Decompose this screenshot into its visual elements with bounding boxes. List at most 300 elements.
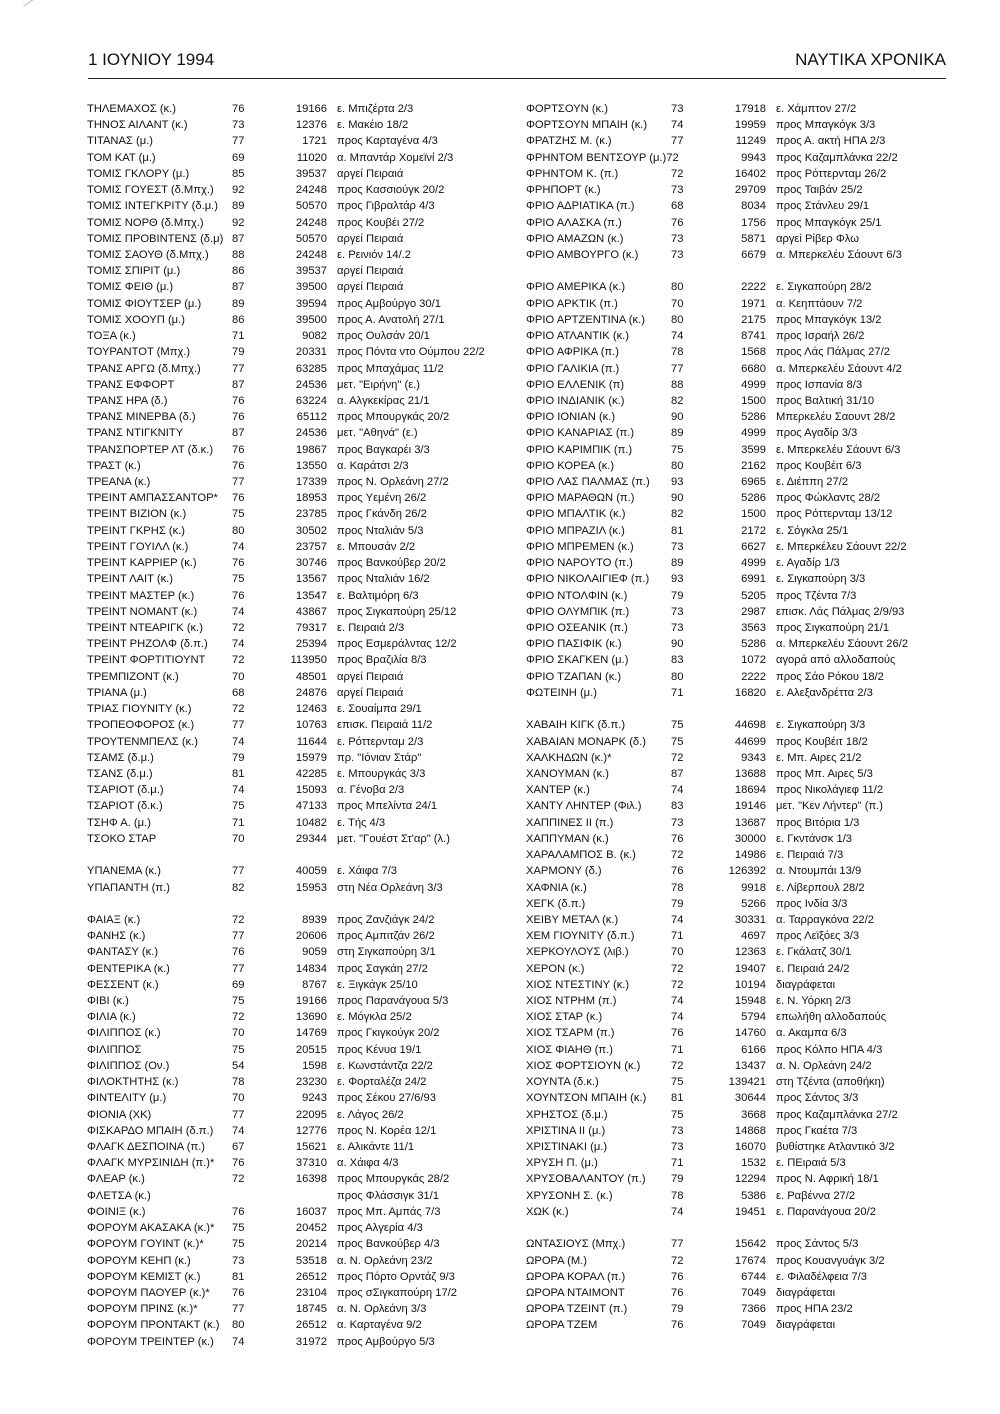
ship-tonnage: 13547 [295, 589, 327, 602]
ship-name: ΦΡΙΟ ΑΦΡΙΚΑ (π.) [526, 346, 620, 359]
ship-row [87, 734, 507, 750]
ship-name: ΧΙΟΣ ΝΤΕΣΤΙΝΥ (κ.) [526, 978, 630, 991]
ship-tonnage: 13690 [295, 1011, 327, 1024]
ship-row [526, 928, 946, 944]
ship-name: ΦΡΙΟ ΟΛΥΜΠΙΚ (π.) [526, 605, 630, 618]
ship-row [526, 539, 946, 555]
ship-year: 72 [671, 751, 684, 764]
ship-year: 78 [671, 346, 684, 359]
ship-status: ε. Ξιγκάγκ 25/10 [337, 978, 418, 991]
ship-year: 72 [671, 167, 684, 180]
ship-name: ΦΡΗΝΤΟΜ Κ. (π.) [526, 167, 619, 180]
ship-status: α. Ν. Ορλεάνη 3/3 [337, 1303, 427, 1316]
ship-name: ΤΡΕΙΝΤ ΜΑΣΤΕΡ (κ.) [87, 589, 195, 602]
ship-status: στη Σιγκαπούρη 3/1 [337, 946, 436, 959]
ship-tonnage: 12776 [295, 1124, 327, 1137]
ship-status: προς Βανκούβερ 4/3 [337, 1238, 440, 1251]
ship-status: προς Κουβέιτ 6/3 [776, 459, 862, 472]
ship-year: 76 [671, 865, 684, 878]
ship-row [87, 1058, 507, 1074]
ship-status: α. Αλγκεκίρας 21/1 [337, 394, 430, 407]
ship-year: 76 [232, 1157, 245, 1170]
ship-status: προς Μπ. Αμπάς 7/3 [337, 1205, 441, 1218]
ship-year: 76 [232, 1205, 245, 1218]
ship-status: ε. Σιγκαπούρη 28/2 [776, 281, 872, 294]
ship-status: προς Πόντα ντο Ούμπου 22/2 [337, 346, 485, 359]
ship-status: α. Μπερκελέυ Σάουντ 26/2 [776, 638, 909, 651]
ship-year: 73 [232, 119, 245, 132]
ship-year: 69 [232, 151, 245, 164]
ship-name: ΦΛΑΓΚ ΔΕΣΠΟΙΝΑ (π.) [87, 1141, 206, 1153]
ship-row [526, 1285, 946, 1301]
ship-name: ΩΡΟΡΑ ΤΖΕΙΝΤ (π.) [526, 1303, 628, 1316]
ship-tonnage: 30000 [734, 832, 766, 845]
ship-tonnage: 4999 [741, 378, 766, 391]
ship-status: προς Αλγερία 4/3 [337, 1222, 423, 1235]
ship-name: ΧΡΥΣΟΒΑΛΑΝΤΟΥ (π.) [526, 1173, 646, 1186]
ship-year: 72 [671, 1254, 684, 1267]
ship-name: ΦΡΗΝΤΟΜ ΒΕΝΤΣΟΥΡ (μ.)72 [526, 151, 679, 164]
ship-name: ΧΟΥΝΤΣΟΝ ΜΠΑΙΗ (κ.) [526, 1092, 647, 1105]
ship-row [526, 344, 946, 360]
ship-name: ΧΑΠΠΙΝΕΣ ΙΙ (π.) [526, 816, 614, 829]
ship-year: 89 [671, 557, 684, 570]
issue-date: 1 ΙΟΥΝΙΟΥ 1994 [88, 50, 215, 69]
ship-name: ΦΡΙΟ ΑΜΒΟΥΡΓΟ (κ.) [526, 248, 639, 261]
ship-row [526, 361, 946, 377]
ship-year: 71 [232, 330, 245, 343]
ship-tonnage: 19959 [734, 119, 766, 132]
ship-year: 81 [671, 1092, 684, 1105]
ship-name: ΦΙΝΤΕΛΙΤΥ (μ.) [87, 1092, 167, 1105]
ship-year: 87 [232, 232, 245, 245]
ship-tonnage: 15979 [295, 751, 327, 764]
ship-row [87, 831, 507, 847]
ship-row [526, 912, 946, 928]
ship-tonnage: 13550 [295, 459, 327, 472]
ship-tonnage: 43867 [295, 605, 327, 618]
ship-year: 68 [671, 200, 684, 213]
ship-row [87, 1074, 507, 1090]
ship-tonnage: 126392 [728, 865, 766, 878]
ship-row [526, 1025, 946, 1041]
ship-row [526, 474, 946, 490]
ship-tonnage: 19407 [734, 962, 766, 975]
ship-tonnage: 16820 [734, 686, 766, 699]
ship-tonnage: 9918 [741, 881, 766, 894]
ship-status: α. Ακαμπα 6/3 [776, 1027, 847, 1040]
ship-year: 76 [232, 411, 245, 424]
ship-status: ε. Σόγκλα 25/1 [776, 524, 849, 537]
ship-name: ΦΡΙΟ ΕΛΛΕΝΙΚ (π) [526, 378, 625, 391]
ship-row [526, 847, 946, 863]
ship-name: ΦΡΙΟ ΠΑΣΙΦΙΚ (κ.) [526, 638, 622, 651]
ship-row [526, 1058, 946, 1074]
section-gap [87, 847, 507, 863]
ship-year: 74 [232, 1124, 245, 1137]
ship-name: ΧΑΡΑΛΑΜΠΟΣ Β. (κ.) [526, 849, 636, 862]
ship-name: ΦΡΙΟ ΑΜΕΡΙΚΑ (κ.) [526, 281, 626, 294]
ship-tonnage: 19867 [295, 443, 327, 456]
ship-name: ΧΕΜ ΓΙΟΥΝΙΤΥ (δ.π.) [526, 930, 635, 943]
ship-year: 70 [232, 670, 245, 683]
ship-year: 74 [671, 784, 684, 797]
ship-status: ε. Μόγκλα 25/2 [337, 1011, 412, 1024]
ship-name: ΤΡΑΝΣ ΕΦΦΟΡΤ [87, 378, 175, 391]
ship-name: ΦΛΑΓΚ ΜΥΡΣΙΝΙΔΗ (π.)* [87, 1157, 215, 1170]
ship-status: α. Ταρραγκόνα 22/2 [776, 913, 874, 926]
ship-row [87, 977, 507, 993]
ship-row [87, 798, 507, 814]
ship-name: ΧΑΝΤΕΡ (κ.) [526, 784, 590, 797]
ship-name: ΩΡΟΡΑ ΝΤΑΙΜΟΝΤ [526, 1286, 625, 1299]
ship-status: προς Μπελίντα 24/1 [337, 800, 438, 813]
ship-year: 90 [671, 492, 684, 505]
ship-name: ΦΙΛΙΠΠΟΣ (κ.) [87, 1027, 161, 1040]
ship-tonnage: 50570 [295, 200, 327, 213]
ship-tonnage: 39500 [295, 281, 327, 294]
ship-name: ΦΡΙΟ ΑΔΡΙΑΤΙΚΑ (π.) [526, 200, 635, 213]
ship-tonnage: 15093 [295, 784, 327, 797]
ship-name: ΦΡΙΟ ΚΑΡΙΜΠΙΚ (π.) [526, 443, 633, 456]
ship-name: ΤΣΗΦ Α. (μ.) [87, 816, 151, 829]
ship-name: ΧΑΦΝΙΑ (κ.) [526, 881, 587, 894]
ship-status: α. Κεηπτάουν 7/2 [776, 297, 863, 310]
ship-year: 81 [671, 524, 684, 537]
ship-row [526, 1123, 946, 1139]
ship-tonnage: 37310 [295, 1157, 327, 1170]
ship-tonnage: 6166 [741, 1043, 766, 1056]
ship-row [526, 1236, 946, 1252]
ship-year: 75 [232, 800, 245, 813]
ship-name: ΦΕΣΣΕΝΤ (κ.) [87, 978, 159, 991]
ship-row [87, 717, 507, 733]
ship-name: ΤΟΜΙΣ ΦΙΟΥΤΣΕΡ (μ.) [87, 297, 202, 310]
ship-status: προς Μπαγκόγκ 13/2 [776, 313, 882, 326]
ship-status: αργεί Πειραιά [337, 167, 404, 180]
ship-year: 75 [671, 719, 684, 732]
ship-row [87, 1253, 507, 1269]
ship-row [526, 231, 946, 247]
ship-name: ΧΩΚ (κ.) [526, 1205, 569, 1218]
ship-row [87, 425, 507, 441]
ship-name: ΤΡΑΣΤ (κ.) [87, 459, 141, 472]
ship-year: 83 [671, 800, 684, 813]
ship-name: ΤΡΕΜΠΙΖΟΝΤ (κ.) [87, 670, 179, 683]
ship-name: ΤΗΛΕΜΑΧΟΣ (κ.) [87, 103, 176, 115]
ship-row [526, 1155, 946, 1171]
ship-tonnage: 2162 [741, 459, 766, 472]
ship-row [87, 1301, 507, 1317]
ship-name: ΤΡΕΙΝΤ ΚΑΡΡΙΕΡ (κ.) [87, 557, 197, 570]
ship-status: προς Κασσιούγκ 20/2 [337, 184, 445, 197]
ship-year: 79 [232, 751, 245, 764]
ship-name: ΤΡΙΑΣ ΓΙΟΥΝΙΤΥ (κ.) [87, 703, 192, 716]
ship-tonnage: 13688 [734, 767, 766, 780]
ship-tonnage: 23757 [295, 540, 327, 553]
ship-name: ΤΡΑΝΣ ΑΡΓΩ (δ.Μπχ.) [87, 362, 201, 375]
ship-status: ε. Μπερκελέυ Σάουντ 6/3 [776, 443, 901, 456]
ship-tonnage: 2222 [741, 670, 766, 683]
ship-status: α. Μπερκελέυ Σάουντ 4/2 [776, 362, 902, 375]
ship-row [526, 1042, 946, 1058]
ship-row [87, 588, 507, 604]
ship-row [526, 166, 946, 182]
ship-status: προς Ουλσάν 20/1 [337, 330, 430, 343]
ship-row [526, 782, 946, 798]
ship-status: προς Ινδία 3/3 [776, 897, 848, 910]
ship-year: 79 [671, 1173, 684, 1186]
ship-status: ε. Σιγκαπούρη 3/3 [776, 573, 866, 586]
ship-name: ΤΡΕΙΝΤ ΡΗΖΟΛΦ (δ.π.) [87, 638, 208, 651]
ship-status: προς Βραζιλία 8/3 [337, 654, 427, 667]
ship-name: ΤΡΟΥΤΕΝΜΠΕΛΣ (κ.) [87, 735, 198, 748]
ship-row [526, 1171, 946, 1187]
ship-tonnage: 44698 [734, 719, 766, 732]
ship-year: 72 [671, 1059, 684, 1072]
ship-name: ΦΡΙΟ ΜΠΑΛΤΙΚ (κ.) [526, 508, 626, 521]
ship-year: 70 [671, 946, 684, 959]
ship-status: προς Νταλιάν 5/3 [337, 524, 424, 537]
ship-row [526, 1090, 946, 1106]
ship-year: 80 [671, 670, 684, 683]
ship-tonnage: 19451 [734, 1205, 766, 1218]
ship-year: 74 [232, 540, 245, 553]
ship-year: 74 [232, 735, 245, 748]
ship-year: 79 [671, 1303, 684, 1316]
ship-row [526, 863, 946, 879]
ship-year: 87 [232, 427, 245, 440]
ship-row [87, 263, 507, 279]
ship-name: ΧΡΙΣΤΙΝΑΚΙ (μ.) [526, 1141, 608, 1153]
ship-name: ΦΡΙΟ ΑΡΚΤΙΚ (π.) [526, 297, 618, 310]
ship-name: ΦΡΙΟ ΚΟΡΕΑ (κ.) [526, 459, 615, 472]
ship-name: ΧΟΥΝΤΑ (δ.κ.) [526, 1076, 599, 1089]
ship-status: αργεί Πειραιά [337, 281, 404, 294]
ship-tonnage: 26512 [295, 1270, 327, 1283]
ship-row [526, 490, 946, 506]
ship-row [87, 377, 507, 393]
ship-status: μετ. "Κεν Λήντερ" (π.) [776, 800, 883, 813]
ship-tonnage: 1500 [741, 394, 766, 407]
ship-tonnage: 7366 [741, 1303, 766, 1316]
ship-status: στη Τζέντα (αποθήκη) [776, 1076, 885, 1089]
ship-tonnage: 5286 [741, 638, 766, 651]
ship-name: ΧΕΡΚΟΥΛΟΥΣ (λιβ.) [526, 946, 629, 959]
ship-status: προς Γκαέτα 7/3 [776, 1124, 858, 1137]
ship-tonnage: 30331 [734, 913, 766, 926]
ship-row [87, 993, 507, 1009]
ship-tonnage: 16398 [295, 1173, 327, 1186]
ship-name: ΦΡΙΟ ΚΑΝΑΡΙΑΣ (π.) [526, 427, 635, 440]
ship-status: α. Καράτσι 2/3 [337, 459, 409, 472]
section-gap [526, 701, 946, 717]
section-gap [526, 263, 946, 279]
ship-tonnage: 39537 [295, 265, 327, 278]
ship-tonnage: 16402 [734, 167, 766, 180]
ship-row [87, 1025, 507, 1041]
ship-status: προς Κένυα 19/1 [337, 1043, 422, 1056]
ship-row [526, 377, 946, 393]
ship-tonnage: 48501 [295, 670, 327, 683]
ship-year: 88 [671, 378, 684, 391]
ship-year: 69 [232, 978, 245, 991]
ship-name: ΦΡΙΟ ΤΖΑΠΑΝ (κ.) [526, 670, 622, 683]
ship-year: 76 [232, 557, 245, 570]
ship-status: προς Υεμένη 26/2 [337, 492, 427, 505]
ship-row [526, 1253, 946, 1269]
ship-row [526, 896, 946, 912]
ship-status: προς Ν. Αφρική 18/1 [776, 1173, 879, 1186]
section-gap [87, 896, 507, 912]
ship-year: 54 [232, 1059, 245, 1072]
ship-year: 67 [232, 1141, 245, 1153]
ship-row [526, 409, 946, 425]
ship-row [526, 1269, 946, 1285]
ship-name: ΦΑΝΤΑΣΥ (κ.) [87, 946, 159, 959]
ship-year: 74 [671, 1011, 684, 1024]
ship-row [87, 279, 507, 295]
ship-row [87, 766, 507, 782]
ship-row [526, 944, 946, 960]
ship-tonnage: 40059 [295, 865, 327, 878]
ship-year: 86 [232, 313, 245, 326]
ship-tonnage: 9943 [741, 151, 766, 164]
ship-status: ε. Μπερκέλευ Σάουντ 22/2 [776, 540, 907, 553]
ship-tonnage: 2172 [741, 524, 766, 537]
ship-row [526, 669, 946, 685]
ship-row [526, 1317, 946, 1333]
ship-year: 72 [232, 622, 245, 634]
ship-tonnage: 44699 [734, 735, 766, 748]
ship-status: προς Κόλπο ΗΠΑ 4/3 [776, 1043, 883, 1056]
ship-tonnage: 6991 [741, 573, 766, 586]
ship-status: προς Σάο Ρόκου 18/2 [776, 670, 884, 683]
ship-status: προς Σιγκαπούρη 25/12 [337, 605, 457, 618]
ship-row [87, 1171, 507, 1187]
ship-row [87, 1188, 507, 1204]
ship-name: ΤΡΕΙΝΤ ΝΟΜΑΝΤ (κ.) [87, 605, 198, 618]
ship-row [526, 620, 946, 636]
ship-name: ΦΡΙΟ ΜΠΡΕΜΕΝ (κ.) [526, 540, 634, 553]
ship-year: 74 [232, 784, 245, 797]
ship-year: 75 [232, 995, 245, 1008]
ship-tonnage: 19146 [734, 800, 766, 813]
ship-year: 72 [232, 1011, 245, 1024]
ship-year: 82 [671, 508, 684, 521]
ship-year: 77 [671, 135, 684, 148]
ship-year: 75 [232, 573, 245, 586]
ship-year: 79 [671, 589, 684, 602]
ship-row [87, 458, 507, 474]
ship-row [87, 523, 507, 539]
ship-name: ΦΛΕΤΣΑ (κ.) [87, 1189, 151, 1202]
ship-name: ΦΟΡΟΥΜ ΚΕΗΠ (κ.) [87, 1254, 191, 1267]
ship-row [87, 1107, 507, 1123]
ship-name: ΤΟΞΑ (κ.) [87, 330, 136, 343]
ship-year: 76 [671, 1286, 684, 1299]
ship-name: ΧΡΙΣΤΙΝΑ ΙΙ (μ.) [526, 1124, 606, 1137]
ship-tonnage: 16070 [734, 1141, 766, 1153]
ship-status: προς Αμβούργο 5/3 [337, 1335, 435, 1348]
ship-tonnage: 29344 [295, 832, 327, 845]
ship-row [526, 555, 946, 571]
ship-status: αργεί Ρίβερ Φλω [776, 232, 859, 245]
ship-tonnage: 14769 [295, 1027, 327, 1040]
ship-status: ε. Πειραιά 2/3 [337, 622, 405, 634]
ship-status: ε. Κωνστάντζα 22/2 [337, 1059, 433, 1072]
ship-status: ε. Ραβέννα 27/2 [776, 1189, 856, 1202]
ship-row [526, 150, 946, 166]
ship-year: 75 [671, 1076, 684, 1089]
ship-row [526, 604, 946, 620]
ship-tonnage: 5286 [741, 411, 766, 424]
ship-status: αργεί Πειραιά [337, 232, 404, 245]
ship-tonnage: 30502 [295, 524, 327, 537]
ship-status: προς Καρταγένα 4/3 [337, 135, 438, 148]
ship-status: προς Κουβέι 27/2 [337, 216, 425, 229]
ship-name: ΤΟΜΙΣ ΠΡΟΒΙΝΤΕΝΣ (δ.μ) [87, 232, 224, 245]
ship-name: ΤΟΜΙΣ ΣΠΙΡΙΤ (μ.) [87, 265, 181, 278]
ship-status: προς σΣιγκαπούρη 17/2 [337, 1286, 457, 1299]
ship-tonnage: 1756 [741, 216, 766, 229]
ship-status: προς Εσμεράλντας 12/2 [337, 638, 457, 651]
ship-status: προς Λάς Πάλμας 27/2 [776, 346, 890, 359]
ship-year: 75 [671, 443, 684, 456]
ship-status: ε. ΠΕιραιά 5/3 [776, 1157, 846, 1170]
ship-status: ε. Λίβερπουλ 28/2 [776, 881, 865, 894]
ship-name: ΤΡΑΝΣ ΜΙΝΕΡΒΑ (δ.) [87, 411, 196, 424]
ship-tonnage: 79317 [295, 622, 327, 634]
ship-status: προς Γκιγκούγκ 20/2 [337, 1027, 440, 1040]
ship-name: ΤΡΕΙΝΤ ΦΟΡΤΙΤΙΟΥΝΤ [87, 654, 206, 667]
ship-year: 74 [671, 913, 684, 926]
ship-tonnage: 12463 [295, 703, 327, 716]
ship-row [526, 506, 946, 522]
ship-status: αργεί Πειραιά [337, 670, 404, 683]
ship-year: 77 [232, 719, 245, 732]
ship-tonnage: 50570 [295, 232, 327, 245]
ship-tonnage: 3563 [741, 622, 766, 634]
ship-year: 82 [232, 881, 245, 894]
ship-row [87, 669, 507, 685]
ship-status: α. Ντουμπάι 13/9 [776, 865, 862, 878]
scan-corner-mark [23, 0, 41, 8]
ship-name: ΦΡΗΠΟΡΤ (κ.) [526, 184, 601, 197]
ship-year: 77 [232, 930, 245, 943]
ship-tonnage: 7049 [741, 1286, 766, 1299]
ship-status: ε. Αλεξανδρέττα 2/3 [776, 686, 873, 699]
ship-name: ΤΟΜΙΣ ΙΝΤΕΓΚΡΙΤΥ (δ.μ.) [87, 200, 219, 213]
ship-status: α. Μπερκελέυ Σάουντ 6/3 [776, 248, 902, 261]
ship-status: ε. Σιγκαπούρη 3/3 [776, 719, 866, 732]
ship-status: προς Μπουργκάς 20/2 [337, 411, 450, 424]
ship-row [526, 880, 946, 896]
ship-year: 77 [232, 476, 245, 489]
ship-name: ΦΡΙΟ ΑΤΛΑΝΤΙΚ (κ.) [526, 330, 630, 343]
ship-name: ΦΟΡΤΣΟΥΝ (κ.) [526, 103, 608, 115]
ship-row [87, 1155, 507, 1171]
ship-name: ΦΡΙΟ ΑΛΑΣΚΑ (π.) [526, 216, 622, 229]
ship-tonnage: 24248 [295, 248, 327, 261]
ship-row [526, 734, 946, 750]
ship-year: 87 [671, 767, 684, 780]
ship-row [87, 328, 507, 344]
ship-year: 93 [671, 573, 684, 586]
ship-tonnage: 1532 [741, 1157, 766, 1170]
ship-status: προς Τζέντα 7/3 [776, 589, 857, 602]
ship-name: ΦΑΙΑΞ (κ.) [87, 913, 141, 926]
